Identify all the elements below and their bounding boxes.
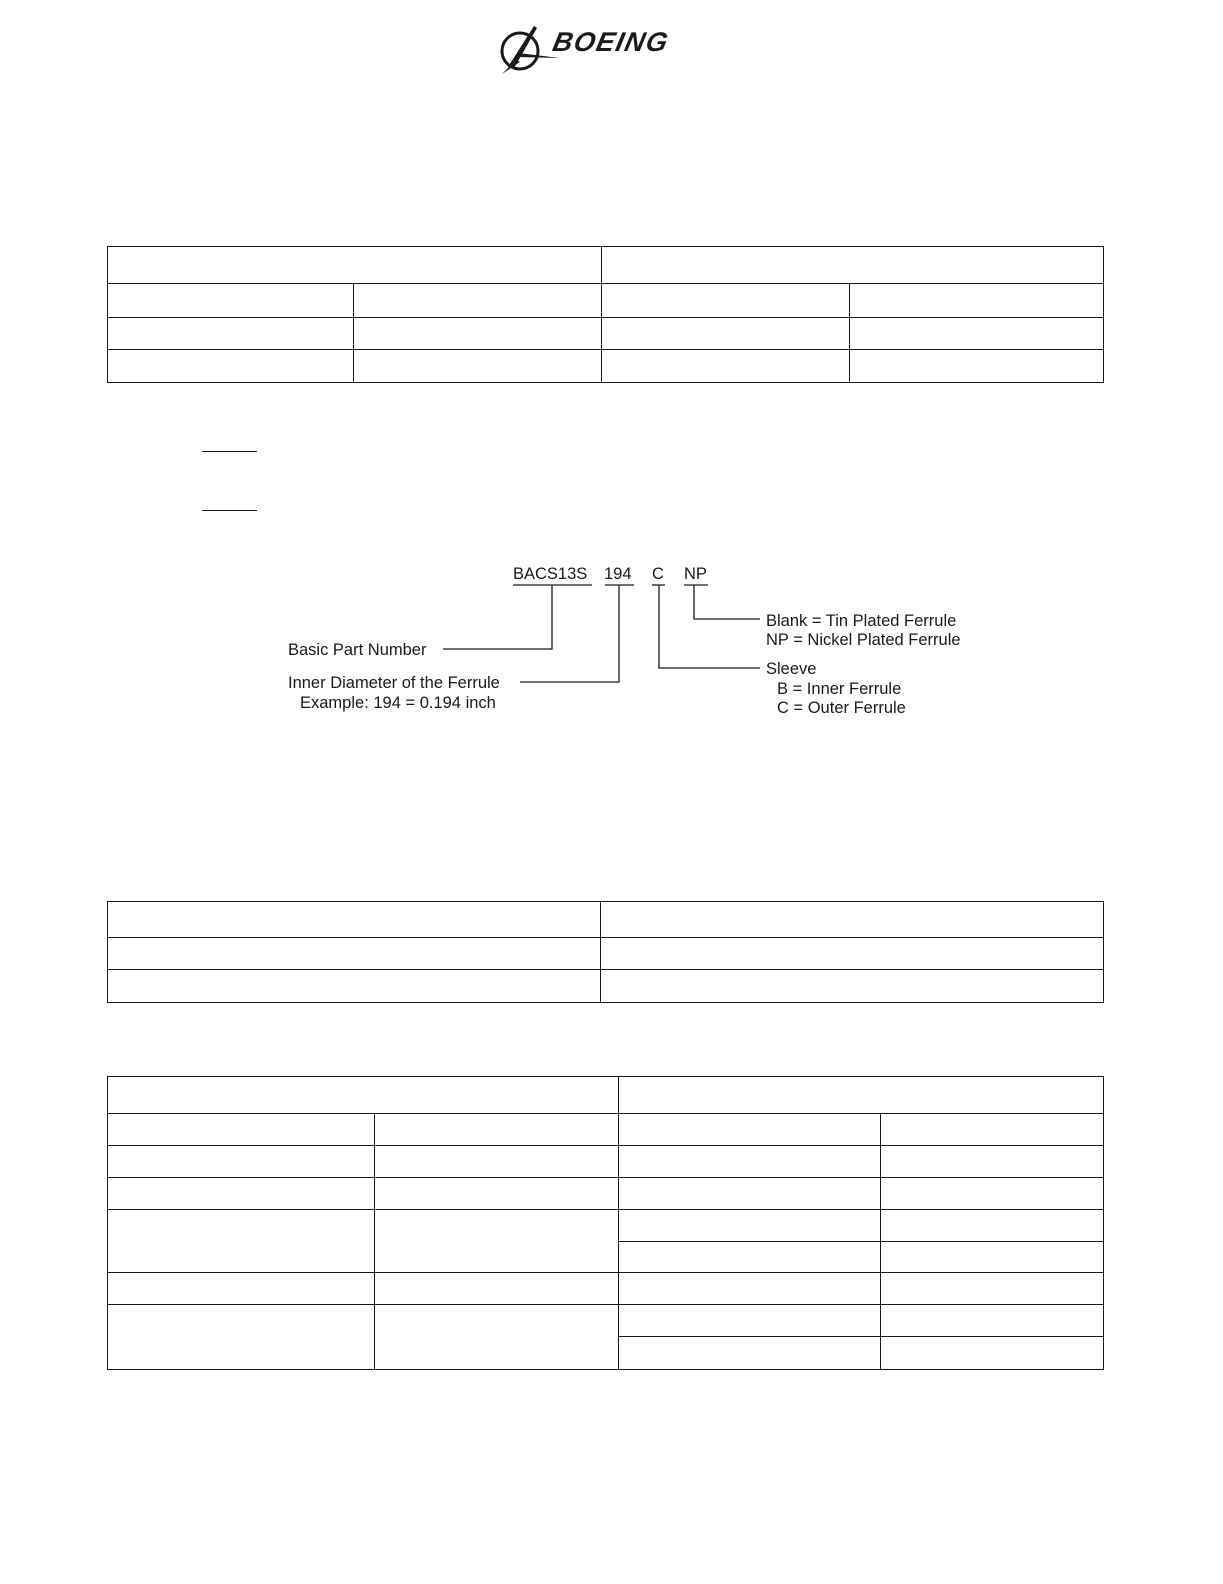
table-cell	[108, 1114, 375, 1146]
table-cell	[108, 1210, 375, 1273]
table-cell	[375, 1146, 619, 1178]
table-cell	[619, 1178, 881, 1210]
table-cell	[375, 1210, 619, 1273]
table-cell	[881, 1305, 1104, 1337]
table-cell	[619, 1305, 881, 1337]
table-cell	[881, 1178, 1104, 1210]
table-2	[107, 901, 1104, 1003]
table-cell	[619, 1146, 881, 1178]
table-cell	[881, 1242, 1104, 1273]
table-cell	[375, 1178, 619, 1210]
callout-sleeve-b: B = Inner Ferrule	[777, 680, 902, 698]
table-cell	[601, 902, 1104, 938]
table-cell	[619, 1114, 881, 1146]
table-cell	[108, 1077, 619, 1114]
leader-diameter	[520, 585, 619, 682]
table-cell	[108, 1305, 375, 1370]
leader-basic	[443, 585, 552, 649]
callout-sleeve-c: C = Outer Ferrule	[777, 699, 906, 717]
table-cell	[375, 1305, 619, 1370]
table-cell	[619, 1337, 881, 1370]
table-cell	[881, 1210, 1104, 1242]
callout-diameter-title: Inner Diameter of the Ferrule	[288, 674, 500, 692]
table-cell	[108, 1273, 375, 1305]
table-cell	[108, 938, 601, 970]
callout-diameter-example: Example: 194 = 0.194 inch	[300, 694, 496, 712]
callout-plating-blank: Blank = Tin Plated Ferrule	[766, 612, 957, 630]
table-cell	[619, 1273, 881, 1305]
callout-plating-np: NP = Nickel Plated Ferrule	[766, 631, 961, 649]
table-cell	[108, 1178, 375, 1210]
code-basic: BACS13S	[513, 565, 588, 583]
table-cell	[881, 1337, 1104, 1370]
table-cell	[881, 1114, 1104, 1146]
table-cell	[108, 970, 601, 1003]
boeing-wordmark: BOEING	[550, 26, 673, 57]
callout-sleeve-title: Sleeve	[766, 660, 817, 678]
table-cell	[619, 1210, 881, 1242]
callout-basic: Basic Part Number	[288, 641, 427, 659]
table-cell	[108, 1146, 375, 1178]
leader-plating	[694, 585, 760, 619]
code-sleeve: C	[652, 565, 664, 583]
table-cell	[601, 970, 1104, 1003]
table-cell	[375, 1114, 619, 1146]
table-cell	[619, 1242, 881, 1273]
table-cell	[881, 1273, 1104, 1305]
table-cell	[601, 938, 1104, 970]
table-cell	[375, 1273, 619, 1305]
table-cell	[881, 1146, 1104, 1178]
table-cell	[619, 1077, 1104, 1114]
code-plating: NP	[684, 565, 707, 583]
code-diameter: 194	[604, 565, 632, 583]
leader-sleeve	[659, 585, 760, 668]
table-3	[107, 1076, 1104, 1370]
table-cell	[108, 902, 601, 938]
